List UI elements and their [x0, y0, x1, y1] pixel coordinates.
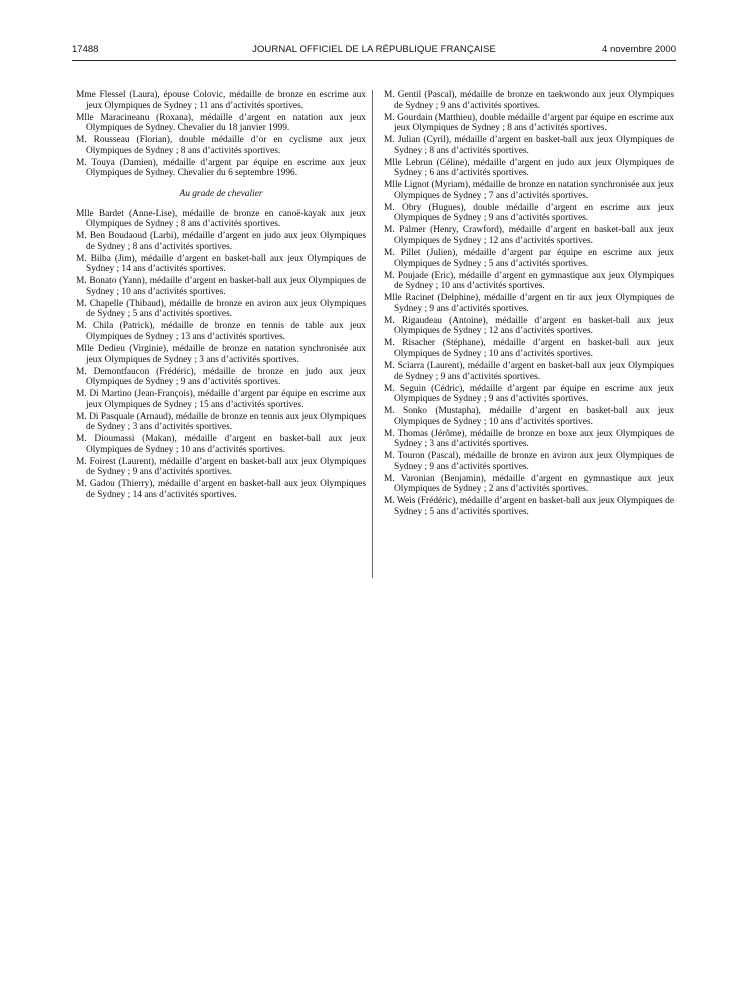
- list-item: M. Obry (Hugues), double médaille d’argent en escrime aux jeux Olympiques de Sydney ; 9 ans d’activités sportives.: [384, 202, 674, 224]
- list-item: M. Bonato (Yann), médaille d’argent en basket-ball aux jeux Olympiques de Sydney ; 10 ans d’activités sportives.: [76, 276, 366, 297]
- list-item: M. Weis (Frédéric), médaille d’argent en basket-ball aux jeux Olympiques de Sydney ; 5 ans d’activités sportives.: [384, 496, 674, 517]
- list-item: M. Chila (Patrick), médaille de bronze en tennis de table aux jeux Olympiques de Sydney ; 13 ans d’activités sportives.: [76, 321, 366, 342]
- list-item: M. Risacher (Stéphane), médaille d’argent en basket-ball aux jeux Olympiques de Sydney ; 10 ans d’activités sportives.: [384, 338, 674, 359]
- list-item: M. Palmer (Henry, Crawford), médaille d’argent en basket-ball aux jeux Olympiques de Sydney ; 12 ans d’activités sportives.: [384, 225, 674, 247]
- list-item: M. Poujade (Eric), médaille d’argent en gymnastique aux jeux Olympiques de Sydney ; 10 ans d’activités sportives.: [384, 270, 674, 292]
- header-rule: [72, 60, 676, 61]
- list-item: M. Touya (Damien), médaille d’argent par équipe en escrime aux jeux Olympiques de Sydney. Chevalier du 6 septembre 1996.: [76, 157, 366, 179]
- list-item: M. Gentil (Pascal), médaille de bronze en taekwondo aux jeux Olympiques de Sydney ; 9 ans d’activités sportives.: [384, 90, 674, 111]
- list-item: Mlle Lebrun (Céline), médaille d’argent en judo aux jeux Olympiques de Sydney ; 6 ans d’activités sportives.: [384, 157, 674, 179]
- list-item: M. Touron (Pascal), médaille de bronze en aviron aux jeux Olympiques de Sydney ; 9 ans d’activités sportives.: [384, 451, 674, 472]
- list-item: Mme Flessel (Laura), épouse Colovic, médaille de bronze en escrime aux jeux Olympiques de Sydney ; 11 ans d’activités sportives.: [76, 90, 366, 111]
- page-number: 17488: [72, 44, 99, 55]
- list-item: M. Dioumassi (Makan), médaille d’argent en basket-ball aux jeux Olympiques de Sydney ; 10 ans d’activités sportives.: [76, 434, 366, 455]
- list-item: Mlle Dedieu (Virginie), médaille de bronze en natation synchronisée aux jeux Olympiques de Sydney ; 3 ans d’activités sportives.: [76, 343, 366, 365]
- entry-list-top: [76, 90, 366, 179]
- list-item: Mlle Racinet (Delphine), médaille d’argent en tir aux jeux Olympiques de Sydney ; 9 ans d’activités sportives.: [384, 293, 674, 314]
- entry-list-bottom: [76, 209, 366, 501]
- list-item: Mlle Maracineanu (Roxana), médaille d’argent en natation aux jeux Olympiques de Sydney. Chevalier du 18 janvier 1999.: [76, 112, 366, 134]
- list-item: M. Gadou (Thierry), médaille d’argent en basket-ball aux jeux Olympiques de Sydney ; 14 ans d’activités sportives.: [76, 479, 366, 501]
- list-item: M. Rousseau (Florian), double médaille d’or en cyclisme aux jeux Olympiques de Sydney ; 8 ans d’activités sportives.: [76, 135, 366, 156]
- list-item: Mlle Bardet (Anne-Lise), médaille de bronze en canoë-kayak aux jeux Olympiques de Sydney ; 8 ans d’activités sportives.: [76, 208, 366, 230]
- list-item: M. Pillet (Julien), médaille d’argent par équipe en escrime aux jeux Olympiques de Sydney ; 5 ans d’activités sportives.: [384, 248, 674, 269]
- section-subheading: Au grade de chevalier: [179, 188, 263, 199]
- list-item: M. Sonko (Mustapha), médaille d’argent en basket-ball aux jeux Olympiques de Sydney ; 10 ans d’activités sportives.: [384, 406, 674, 427]
- list-item: M. Bilba (Jim), médaille d’argent en basket-ball aux jeux Olympiques de Sydney ; 14 ans d’activités sportives.: [76, 253, 366, 275]
- list-item: M. Di Martino (Jean-François), médaille d’argent par équipe en escrime aux jeux Olympiques de Sydney ; 15 ans d’activités sportives.: [76, 389, 366, 410]
- column-divider: [372, 90, 373, 578]
- journal-title: JOURNAL OFFICIEL DE LA RÉPUBLIQUE FRANÇAISE: [252, 44, 496, 55]
- list-item: Mlle Lignot (Myriam), médaille de bronze en natation synchronisée aux jeux Olympiques de Sydney ; 7 ans d’activités sportives.: [384, 180, 674, 201]
- list-item: M. Julian (Cyril), médaille d’argent en basket-ball aux jeux Olympiques de Sydney ; 8 ans d’activités sportives.: [384, 135, 674, 156]
- list-item: M. Demontfaucon (Frédéric), médaille de bronze en judo aux jeux Olympiques de Sydney ; 9 ans d’activités sportives.: [76, 366, 366, 388]
- list-item: M. Sciarra (Laurent), médaille d’argent en basket-ball aux jeux Olympiques de Sydney ; 9 ans d’activités sportives.: [384, 360, 674, 382]
- list-item: M. Rigaudeau (Antoine), médaille d’argent en basket-ball aux jeux Olympiques de Sydney ; 12 ans d’activités sportives.: [384, 315, 674, 337]
- left-column: [76, 90, 366, 502]
- list-item: M. Seguin (Cédric), médaille d’argent par équipe en escrime aux jeux Olympiques de Sydney ; 9 ans d’activités sportives.: [384, 383, 674, 405]
- list-item: M. Ben Boudaoud (Larbi), médaille d’argent en judo aux jeux Olympiques de Sydney ; 8 ans d’activités sportives.: [76, 231, 366, 252]
- list-item: M. Foirest (Laurent), médaille d’argent en basket-ball aux jeux Olympiques de Sydney ; 9 ans d’activités sportives.: [76, 456, 366, 478]
- list-item: M. Gourdain (Matthieu), double médaille d’argent par équipe en escrime aux jeux Olympiques de Sydney ; 8 ans d’activités sportives.: [384, 112, 674, 134]
- page-header: [72, 44, 676, 60]
- list-item: M. Varonian (Benjamin), médaille d’argent en gymnastique aux jeux Olympiques de Sydney ; 2 ans d’activités sportives.: [384, 473, 674, 495]
- right-column: [384, 90, 674, 519]
- list-item: M. Chapelle (Thibaud), médaille de bronze en aviron aux jeux Olympiques de Sydney ; 5 ans d’activités sportives.: [76, 298, 366, 320]
- list-item: M. Thomas (Jérôme), médaille de bronze en boxe aux jeux Olympiques de Sydney ; 3 ans d’activités sportives.: [384, 428, 674, 450]
- issue-date: 4 novembre 2000: [602, 44, 676, 55]
- list-item: M. Di Pasquale (Arnaud), médaille de bronze en tennis aux jeux Olympiques de Sydney ; 3 ans d’activités sportives.: [76, 411, 366, 433]
